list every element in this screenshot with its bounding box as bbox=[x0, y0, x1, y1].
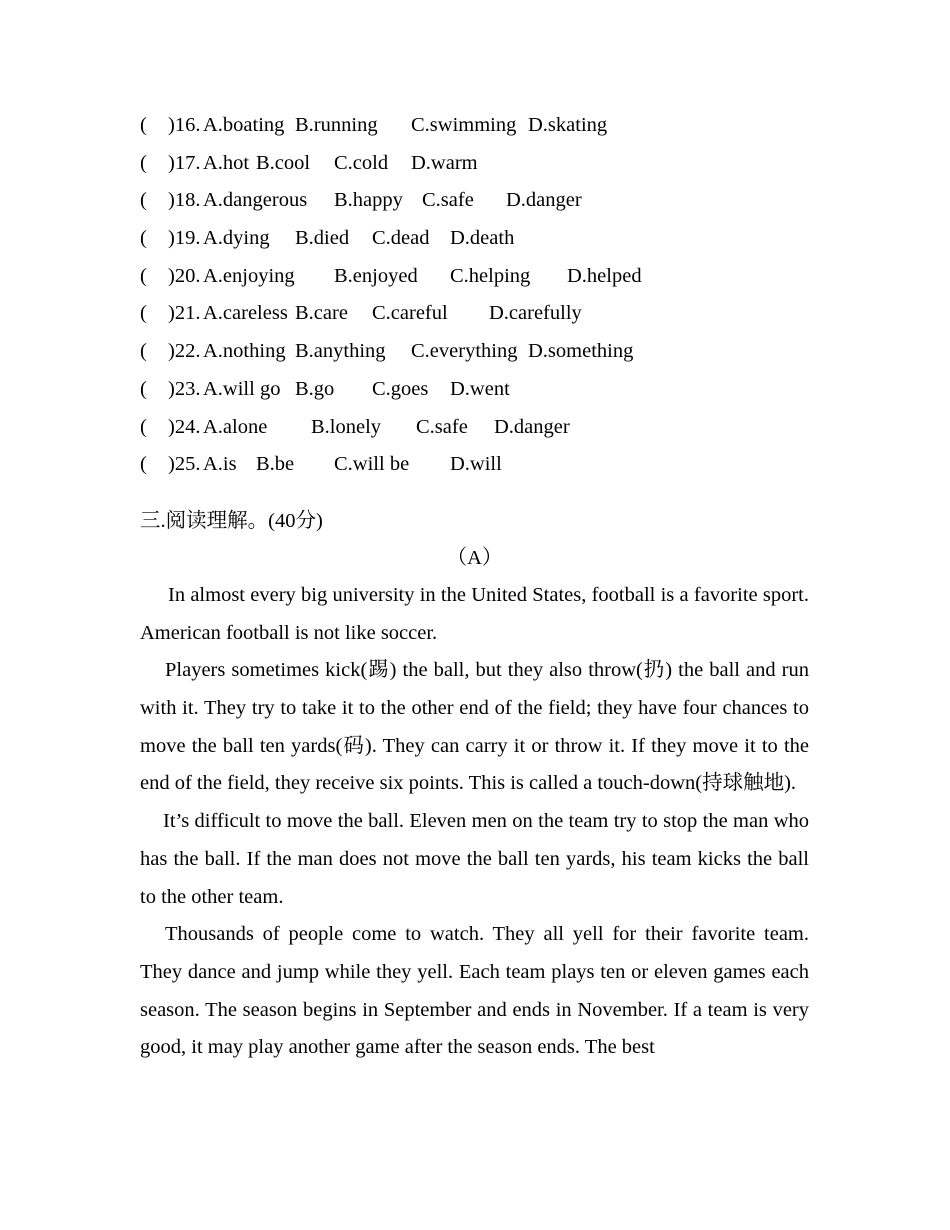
option-a: A.alone bbox=[203, 415, 268, 438]
answer-bracket-open: ( bbox=[140, 227, 147, 250]
option-d: D.went bbox=[450, 377, 510, 400]
answer-bracket-open: ( bbox=[140, 302, 147, 325]
option-c: C.goes bbox=[372, 377, 429, 400]
option-c: C.safe bbox=[416, 415, 468, 438]
answer-bracket-open: ( bbox=[140, 377, 147, 400]
question-number: )17. bbox=[168, 151, 201, 174]
option-a: A.is bbox=[203, 453, 237, 476]
answer-bracket-open: ( bbox=[140, 340, 147, 363]
option-b: B.enjoyed bbox=[334, 264, 418, 287]
question-row bbox=[140, 259, 809, 297]
option-b: B.cool bbox=[256, 151, 311, 174]
option-d: D.danger bbox=[506, 189, 582, 212]
paragraph-1: In almost every big university in the United States, football is a favorite sport. American football is not like soccer. bbox=[140, 583, 809, 644]
option-a: A.enjoying bbox=[203, 264, 295, 287]
answer-bracket-open: ( bbox=[140, 453, 147, 476]
answer-bracket-open: ( bbox=[140, 114, 147, 136]
answer-bracket-open: ( bbox=[140, 415, 147, 438]
option-c: C.will be bbox=[334, 453, 410, 476]
option-d: D.carefully bbox=[489, 302, 582, 325]
question-row bbox=[140, 296, 809, 334]
option-b: B.running bbox=[295, 114, 378, 136]
question-number: )16. bbox=[168, 114, 201, 136]
option-d: D.helped bbox=[567, 264, 642, 287]
option-a: A.will go bbox=[203, 377, 281, 400]
section-title: 三.阅读理解。(40分) bbox=[140, 509, 323, 532]
question-number: )23. bbox=[168, 377, 201, 400]
question-number: )25. bbox=[168, 453, 201, 476]
option-a: A.dangerous bbox=[203, 189, 308, 212]
paragraph-3: It’s difficult to move the ball. Eleven men on the team try to stop the man who has the ball. If the man does not move the ball ten yards, his team kicks the ball to the other team. bbox=[140, 810, 809, 908]
option-b: B.go bbox=[295, 377, 335, 400]
question-number: )21. bbox=[168, 302, 201, 325]
option-d: D.skating bbox=[528, 114, 608, 136]
option-d: D.death bbox=[450, 227, 515, 250]
option-d: D.will bbox=[450, 453, 502, 476]
question-list bbox=[140, 108, 809, 485]
answer-bracket-open: ( bbox=[140, 151, 147, 174]
option-b: B.be bbox=[256, 453, 295, 476]
option-a: A.dying bbox=[203, 227, 270, 250]
option-c: C.cold bbox=[334, 151, 389, 174]
option-c: C.careful bbox=[372, 302, 448, 325]
question-number: )24. bbox=[168, 415, 201, 438]
question-row bbox=[140, 334, 809, 372]
question-row bbox=[140, 372, 809, 410]
option-b: B.died bbox=[295, 227, 350, 250]
option-b: B.happy bbox=[334, 189, 403, 212]
option-a: A.boating bbox=[203, 114, 285, 136]
option-c: C.helping bbox=[450, 264, 531, 287]
question-number: )18. bbox=[168, 189, 201, 212]
question-row bbox=[140, 183, 809, 221]
paragraph-4: Thousands of people come to watch. They all yell for their favorite team. They dance and jump while they yell. Each team plays ten or eleven games each season. The season begins in September and ends in November. If a team is very good, it may play another game after the season ends. The best bbox=[140, 923, 809, 1059]
passage-label: （A） bbox=[446, 546, 503, 569]
question-row bbox=[140, 146, 809, 184]
answer-bracket-open: ( bbox=[140, 189, 147, 212]
option-a: A.hot bbox=[203, 151, 250, 174]
question-number: )20. bbox=[168, 264, 201, 287]
option-a: A.careless bbox=[203, 302, 288, 325]
question-row bbox=[140, 221, 809, 259]
answer-bracket-open: ( bbox=[140, 264, 147, 287]
option-d: D.danger bbox=[494, 415, 570, 438]
option-b: B.care bbox=[295, 302, 348, 325]
option-b: B.lonely bbox=[311, 415, 382, 438]
option-d: D.warm bbox=[411, 151, 478, 174]
option-a: A.nothing bbox=[203, 340, 286, 363]
exam-page bbox=[140, 108, 809, 1067]
option-c: C.everything bbox=[411, 340, 518, 363]
option-c: C.safe bbox=[422, 189, 474, 212]
option-d: D.something bbox=[528, 340, 634, 363]
question-row bbox=[140, 410, 809, 448]
question-number: )19. bbox=[168, 227, 201, 250]
option-c: C.dead bbox=[372, 227, 430, 250]
question-row bbox=[140, 447, 809, 485]
question-number: )22. bbox=[168, 340, 201, 363]
paragraph-2: Players sometimes kick(踢) the ball, but they also throw(扔) the ball and run with it. They try to take it to the other end of the field; they have four chances to move the ball ten yards(码). They can carry it or throw it. If they move it to the end of the field, they receive six points. This is called a touch-down(持球触地). bbox=[140, 659, 809, 795]
question-row bbox=[140, 108, 809, 146]
option-c: C.swimming bbox=[411, 114, 517, 136]
option-b: B.anything bbox=[295, 340, 386, 363]
